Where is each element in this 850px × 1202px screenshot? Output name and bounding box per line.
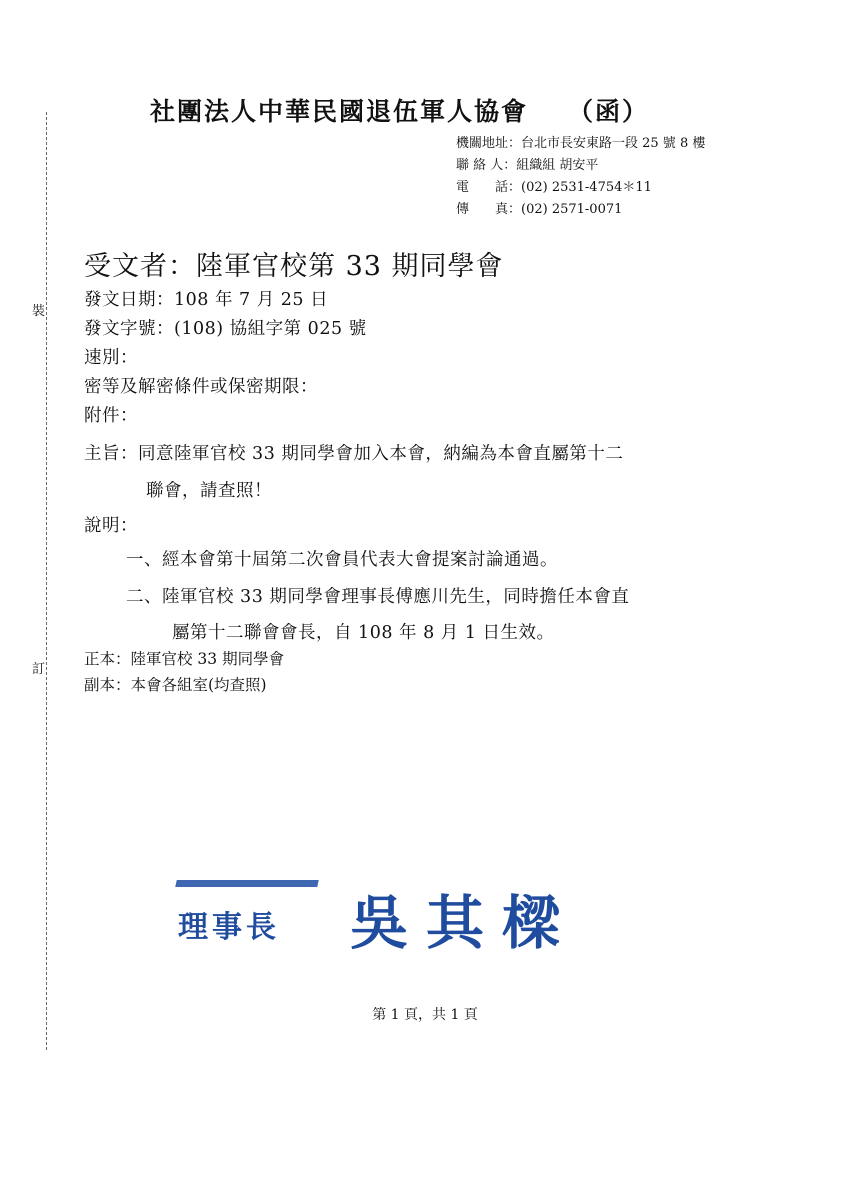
subject-line-1: 主旨：同意陸軍官校 33 期同學會加入本會，納編為本會直屬第十二 xyxy=(84,444,624,464)
contact-phone: 電 話：(02) 2531-4754＊11 xyxy=(456,180,652,195)
stamp-ink-bar xyxy=(175,880,318,887)
explanation-item-2-line-1: 二、陸軍官校 33 期同學會理事長傅應川先生，同時擔任本會直 xyxy=(126,587,630,607)
contact-person: 聯 絡 人：組織組 胡安平 xyxy=(456,158,599,173)
explanation-label: 說明： xyxy=(84,516,138,536)
signatory-title: 理事長 xyxy=(178,910,280,945)
security-classification: 密等及解密條件或保密期限： xyxy=(84,377,318,397)
subject-line-2: 聯會，請查照！ xyxy=(146,481,272,501)
binding-mark-bottom: 訂 xyxy=(32,656,45,679)
issue-date: 發文日期：108 年 7 月 25 日 xyxy=(84,290,329,310)
signatory-name: 吳其樑 xyxy=(350,889,579,957)
attachment: 附件： xyxy=(84,406,138,426)
chairman-signature-stamp xyxy=(172,872,672,962)
binding-mark-top: 裝 xyxy=(32,298,45,321)
letterhead-title xyxy=(150,92,649,128)
recipient-line: 受文者：陸軍官校第 33 期同學會 xyxy=(84,251,504,282)
contact-address: 機關地址：台北市長安東路一段 25 號 8 樓 xyxy=(456,136,706,151)
document-kind: （函） xyxy=(568,97,650,126)
explanation-item-1: 一、經本會第十屆第二次會員代表大會提案討論通過。 xyxy=(126,550,558,570)
binding-margin-line xyxy=(46,112,47,1050)
page-number: 第 1 頁，共 1 頁 xyxy=(372,1007,478,1023)
copy-recipient: 副本：本會各組室(均查照) xyxy=(84,676,267,694)
organization-name: 社團法人中華民國退伍軍人協會 xyxy=(150,97,529,126)
explanation-item-2-line-2: 屬第十二聯會會長，自 108 年 8 月 1 日生效。 xyxy=(172,623,555,643)
speed-class: 速別： xyxy=(84,348,138,368)
contact-block xyxy=(456,133,705,221)
document-number: 發文字號：(108) 協組字第 025 號 xyxy=(84,319,367,339)
contact-fax: 傳 真：(02) 2571-0071 xyxy=(456,202,623,217)
original-recipient: 正本：陸軍官校 33 期同學會 xyxy=(84,650,285,668)
